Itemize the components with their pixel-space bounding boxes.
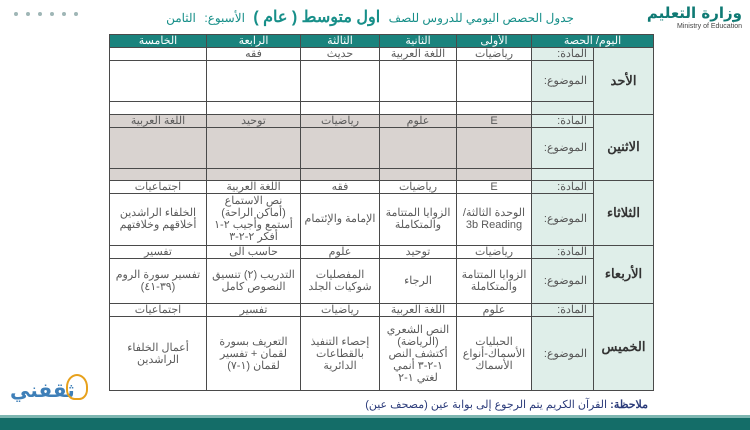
subject-label: المادة:	[532, 114, 594, 127]
subject-cell: رياضيات	[457, 245, 532, 258]
footer-note	[330, 398, 648, 411]
note-label: ملاحظة:	[610, 399, 648, 411]
subject-cell: اجتماعيات	[110, 303, 207, 316]
logo-english: Ministry of Education	[677, 23, 742, 30]
table-row	[110, 127, 654, 168]
lightbulb-icon	[66, 374, 88, 400]
subject-cell: E	[457, 114, 532, 127]
table-row	[110, 102, 654, 114]
topic-cell: المفصليات شوكيات الجلد	[301, 258, 380, 303]
day-wednesday: الأربعاء	[594, 245, 654, 303]
topic-cell	[380, 127, 457, 168]
topic-cell: الخلفاء الراشدين أخلاقهم وخلافتهم	[110, 194, 207, 245]
topic-cell: الزوايا المتتامة والمتكاملة	[457, 258, 532, 303]
table-row	[110, 303, 654, 316]
table-row	[110, 317, 654, 391]
subject-cell: تفسير	[110, 245, 207, 258]
topic-cell	[301, 127, 380, 168]
title-grade: اول متوسط ( عام )	[253, 9, 381, 26]
topic-cell	[110, 61, 207, 102]
subject-cell: اللغة العربية	[207, 181, 301, 194]
header-day-period: اليوم/ الحصة	[532, 35, 654, 48]
subject-cell: رياضيات	[301, 114, 380, 127]
schedule-table-wrapper	[109, 34, 646, 391]
header-period-2: الثانية	[380, 35, 457, 48]
table-row	[110, 245, 654, 258]
topic-cell: النص الشعري (الرياضة) أكتشف النص ١-٢-٣ أنمي لغتي ١-٢	[380, 317, 457, 391]
subject-cell: رياضيات	[380, 181, 457, 194]
table-row	[110, 194, 654, 245]
subject-cell: اللغة العربية	[110, 114, 207, 127]
table-row	[110, 114, 654, 127]
topic-label: الموضوع:	[532, 317, 594, 391]
subject-cell: توحيد	[207, 114, 301, 127]
topic-cell	[380, 61, 457, 102]
table-row	[110, 48, 654, 61]
topic-cell: تفسير سورة الروم (٣٩-٤١)	[110, 258, 207, 303]
subject-cell: علوم	[380, 114, 457, 127]
day-thursday: الخميس	[594, 303, 654, 390]
day-monday: الاثنين	[594, 114, 654, 181]
subject-cell: علوم	[457, 303, 532, 316]
topic-label: الموضوع:	[532, 194, 594, 245]
topic-cell	[457, 127, 532, 168]
subject-cell: تفسير	[207, 303, 301, 316]
topic-cell: الرجاء	[380, 258, 457, 303]
subject-label: المادة:	[532, 181, 594, 194]
subject-cell: اللغة العربية	[380, 303, 457, 316]
subject-label: المادة:	[532, 303, 594, 316]
subject-cell: فقه	[301, 181, 380, 194]
logo-arabic: وزارة التعليم	[646, 4, 742, 22]
header-period-3: الثالثة	[301, 35, 380, 48]
watermark-logo	[4, 368, 94, 416]
footer-bar	[0, 418, 750, 430]
topic-cell	[110, 127, 207, 168]
topic-cell: إحصاء التنفيذ بالقطاعات الدائرية	[301, 317, 380, 391]
watermark-text: ثقفني	[10, 378, 75, 402]
topic-cell: الوحدة الثالثة/ 3b Reading	[457, 194, 532, 245]
subject-cell: اجتماعيات	[110, 181, 207, 194]
topic-cell	[301, 61, 380, 102]
subject-cell: فقه	[207, 48, 301, 61]
table-row	[110, 168, 654, 180]
topic-label: الموضوع:	[532, 258, 594, 303]
topic-label: الموضوع:	[532, 127, 594, 168]
header-period-5: الخامسة	[110, 35, 207, 48]
topic-cell: الإمامة والإئتمام	[301, 194, 380, 245]
topic-cell	[457, 61, 532, 102]
subject-cell: علوم	[301, 245, 380, 258]
subject-cell	[110, 48, 207, 61]
table-row	[110, 181, 654, 194]
header-period-1: الأولى	[457, 35, 532, 48]
subject-cell: حاسب الى	[207, 245, 301, 258]
topic-cell: التعريف بسورة لقمان + تفسير لقمان (١-٧)	[207, 317, 301, 391]
page-title	[150, 7, 590, 27]
decorative-dots	[14, 12, 78, 16]
subject-label: المادة:	[532, 48, 594, 61]
topic-label: الموضوع:	[532, 61, 594, 102]
table-row	[110, 61, 654, 102]
topic-cell	[207, 61, 301, 102]
topic-cell: الزوايا المتتامة والمتكاملة	[380, 194, 457, 245]
table-row	[110, 258, 654, 303]
header-period-4: الرابعة	[207, 35, 301, 48]
week-label: الأسبوع:	[204, 11, 245, 25]
ministry-logo	[647, 4, 742, 31]
day-tuesday: الثلاثاء	[594, 181, 654, 245]
subject-cell: رياضيات	[301, 303, 380, 316]
subject-cell: توحيد	[380, 245, 457, 258]
subject-cell: اللغة العربية	[380, 48, 457, 61]
subject-cell: E	[457, 181, 532, 194]
subject-cell: حديث	[301, 48, 380, 61]
schedule-table	[109, 34, 654, 391]
week-value: الثامن	[166, 11, 196, 25]
topic-cell: الحبليات الأسماك-أنواع الأسماك	[457, 317, 532, 391]
table-header-row	[110, 35, 654, 48]
subject-cell: رياضيات	[457, 48, 532, 61]
topic-cell: أعمال الخلفاء الراشدين	[110, 317, 207, 391]
topic-cell: التدريب (٢) تنسيق النصوص كامل	[207, 258, 301, 303]
topic-cell: نص الاستماع (أماكن الراحة) أستمع وأجيب ٢-١ أفكر ٢-٢-٣	[207, 194, 301, 245]
subject-label: المادة:	[532, 245, 594, 258]
note-text: القرآن الكريم يتم الرجوع إلى بوابة عين (مصحف عين)	[365, 399, 608, 411]
title-prefix: جدول الحصص اليومي للدروس للصف	[388, 11, 574, 25]
day-sunday: الأحد	[594, 48, 654, 115]
topic-cell	[207, 127, 301, 168]
